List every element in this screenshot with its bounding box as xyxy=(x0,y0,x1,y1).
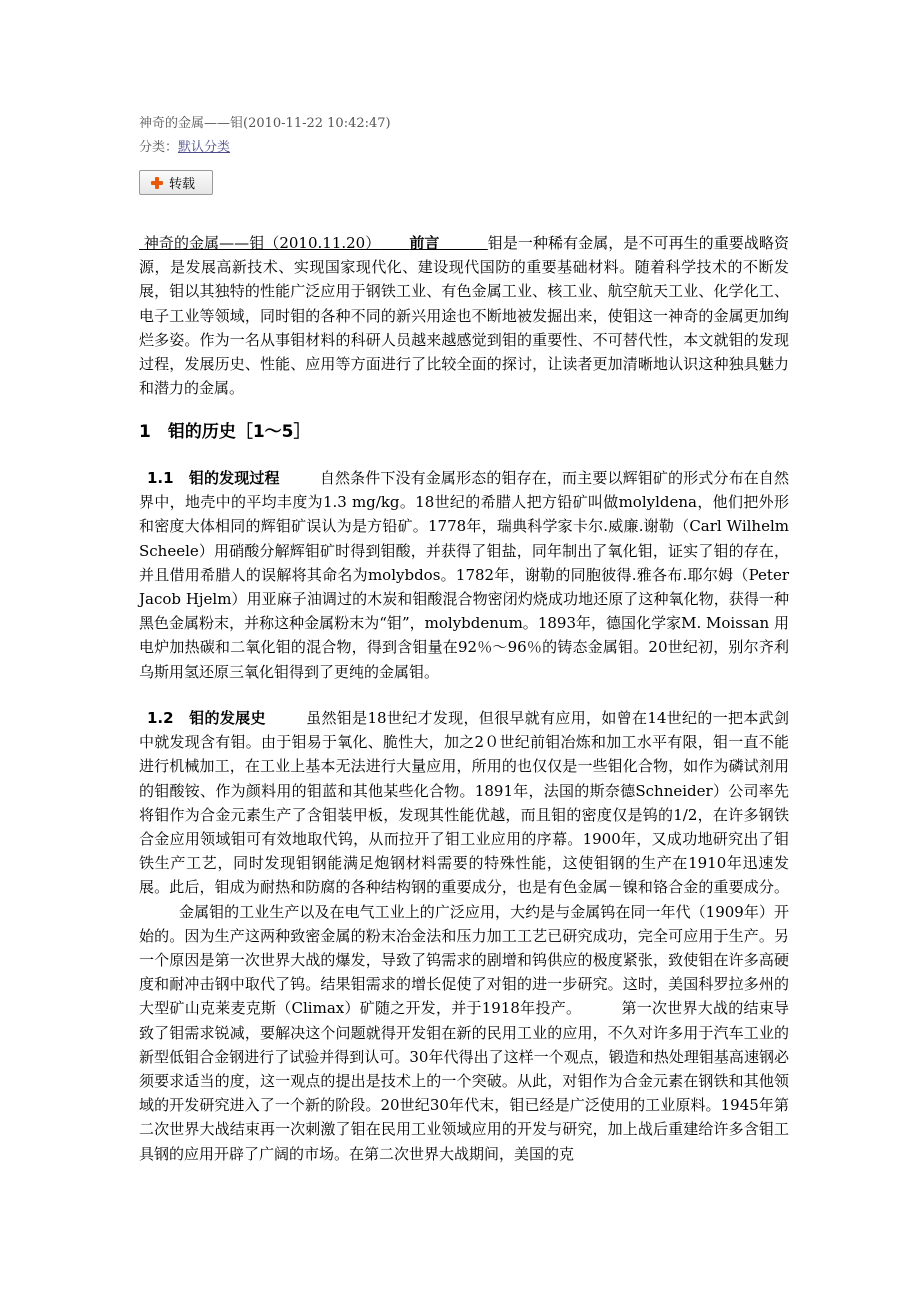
section-1-2-text-part1: 虽然钼是18世纪才发现，但很早就有应用，如曾在14世纪的一把本武剑中就发现含有钼。由于钼易于氧化、脆性大，加之2０世纪前钼冶炼和加工水平有限，钼一直不能进行机械加工，在工业上基本无法进行大量应用，所用的也仅仅是一些钼化合物，如作为磷试剂用的钼酸铵、作为颜料用的钼蓝和其他某些化合物。1891年，法国的斯奈德Schneider）公司率先将钼作为合金元素生产了含钼装甲板，发现其性能优越，而且钼的密度仅是钨的1/2，在许多钢铁合金应用领域钼可有效地取代钨，从而拉开了钼工业应用的序幕。1900年，又成功地研究出了钼铁生产工艺，同时发现钼钢能满足炮钢材料需要的特殊性能，这使钼钢的生产在1910年迅速发展。此后，钼成为耐热和防腐的各种结构钢的重要成分，也是有色金属－镍和铬合金的重要成分。 xyxy=(139,709,789,897)
section-1-1-heading: 1.1 钼的发现过程 xyxy=(147,469,280,487)
category-label: 分类： xyxy=(139,140,179,155)
repost-label: 转载 xyxy=(169,177,196,192)
intro-paragraph xyxy=(139,231,789,400)
post-title: 神奇的金属——钼(2010-11-22 10:42:47) xyxy=(139,116,391,131)
section-1-2-text-part3: 第一次世界大战的结束导致了钼需求锐减，要解决这个问题就得开发钼在新的民用工业的应用，不久对许多用于汽车工业的新型低钼合金钢进行了试验并得到认可。30年代得出了这样一个观点，锻造和热处理钼基高速钢必须要求适当的度，这一观点的提出是技术上的一个突破。从此，对钼作为合金元素在钢铁和其他领域的开发研究进入了一个新的阶段。20世纪30年代末，钼已经是广泛使用的工业原料。1945年第二次世界大战结束再一次刺激了钼在民用工业领域应用的开发与研究，加上战后重建给许多含钼工具钢的应用开辟了广阔的市场。在第二次世界大战期间，美国的克 xyxy=(139,999,789,1163)
repost-button[interactable] xyxy=(139,170,213,195)
intro-title: 神奇的金属——钼（2010.11.20） 前言 xyxy=(143,234,440,252)
post-category xyxy=(139,140,230,156)
category-link[interactable]: 默认分类 xyxy=(178,140,231,155)
plus-icon xyxy=(150,176,164,190)
section-1-1-text: 自然条件下没有金属形态的钼存在，而主要以辉钼矿的形式分布在自然界中，地壳中的平均丰度为1.3 mg/kg。18世纪的希腊人把方铅矿叫做molyldena，他们把外形和密度大体相同的辉钼矿误认为是方铅矿。1778年，瑞典科学家卡尔.威廉.谢勒（Carl Wilhelm Scheele）用硝酸分解辉钼矿时得到钼酸，并获得了钼盐，同年制出了氧化钼，证实了钼的存在，并且借用希腊人的误解将其命名为molybdos。1782年，谢勒的同胞彼得.雅各布.耶尔姆（Peter Jacob Hjelm）用亚麻子油调过的木炭和钼酸混合物密闭灼烧成功地还原了这种氧化物，获得一种黑色金属粉末，并称这种金属粉末为“钼”，molybdenum。1893年，德国化学家M. Moissan 用电炉加热碳和二氧化钼的混合物，得到含钼量在92％～96％的铸态金属钼。20世纪初，别尔齐利乌斯用氢还原三氧化钼得到了更纯的金属钼。 xyxy=(139,469,789,681)
section-1-1-paragraph xyxy=(139,466,789,684)
intro-text: 钼是一种稀有金属，是不可再生的重要战略资源，是发展高新技术、实现国家现代化、建设现代国防的重要基础材料。随着科学技术的不断发展，钼以其独特的性能广泛应用于钢铁工业、有色金属工业、核工业、航空航天工业、化学化工、电子工业等领域，同时钼的各种不同的新兴用途也不断地被发掘出来，使钼这一神奇的金属更加绚烂多姿。作为一名从事钼材料的科研人员越来越感觉到钼的重要性、不可替代性，本文就钼的发现过程，发展历史、性能、应用等方面进行了比较全面的探讨，让读者更加清晰地认识这种独具魅力和潜力的金属。 xyxy=(139,234,789,398)
section-1-2-paragraph xyxy=(139,706,789,1166)
section-1-2-heading: 1.2 钼的发展史 xyxy=(147,709,266,727)
section-1-heading: 1 钼的历史［1～5］ xyxy=(139,422,311,442)
section-1-2-text-part2: 金属钼的工业生产以及在电气工业上的广泛应用，大约是与金属钨在同一年代（1909年）开始的。因为生产这两种致密金属的粉末冶金法和压力加工工艺已研究成功，完全可应用于生产。另一个原因是第一次世界大战的爆发，导致了钨需求的剧增和钨供应的极度紧张，致使钼在许多高硬度和耐冲击钢中取代了钨。结果钼需求的增长促使了对钼的进一步研究。这时，美国科罗拉多州的大型矿山克莱麦克斯（Climax）矿随之开发，并于1918年投产。 xyxy=(139,902,789,1018)
preface-label: 前言 xyxy=(409,234,440,252)
